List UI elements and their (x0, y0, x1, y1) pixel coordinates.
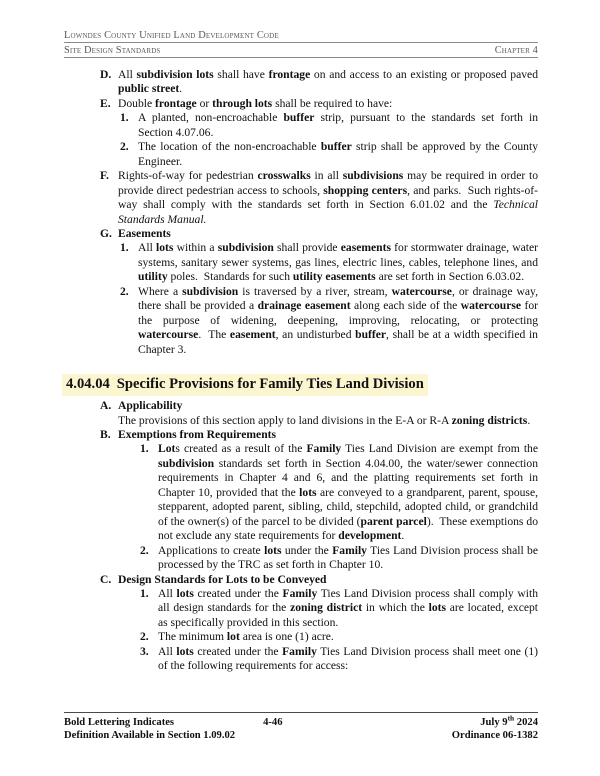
list-marker: 3. (140, 644, 149, 658)
section-heading-wrapper (64, 365, 538, 399)
footer-bold-note-line2: Definition Available in Section 1.09.02 (64, 730, 236, 742)
list-text: All lots created under the Family Ties Land Division process shall meet one (1) of the following requirements for access: (158, 644, 538, 673)
list-text: Design Standards for Lots to be Conveyed (118, 572, 327, 586)
list-marker: G. (100, 226, 112, 240)
section-title: Specific Provisions for Family Ties Land Division (116, 376, 424, 393)
list-marker: C. (100, 572, 112, 586)
list-item (140, 630, 538, 644)
list-item (140, 645, 538, 674)
list-text: Applicability (118, 399, 183, 413)
list-text: A planted, non-encroachable buffer strip, pursuant to the standards set forth in Section 4.07.06. (138, 111, 538, 139)
footer-date-suffix: th (507, 713, 515, 723)
list-marker: 1. (140, 586, 149, 600)
footer-date-text: July 9 (480, 717, 508, 728)
list-text: The location of the non-encroachable buffer strip shall be approved by the County Engineer. (138, 140, 538, 168)
footer-date (358, 713, 538, 729)
list-marker: 1. (120, 241, 129, 255)
list-marker: 1. (120, 111, 129, 125)
list-text: Applications to create lots under the Family Ties Land Division process shall be processed by the TRC as set forth in Chapter 10. (158, 543, 538, 572)
footer-page-number: 4-46 (263, 717, 283, 728)
list-text: All subdivision lots shall have frontage on and access to an existing or proposed paved public street. (118, 68, 538, 96)
list-marker: 2. (140, 630, 149, 644)
header-chapter-label: Chapter 4 (494, 45, 538, 56)
list-text: Rights-of-way for pedestrian crosswalks in all subdivisions may be required in order to provide direct pedestrian access to schools, shopping centers, and parks. Such rights-of-way shall comply with the standards set forth in Section 6.01.02 and the Technical Standards Manual. (118, 169, 538, 226)
list-marker: D. (100, 68, 112, 81)
list-item (100, 169, 538, 227)
header-chapter-row (64, 43, 538, 58)
list-marker: 2. (140, 543, 149, 557)
list-item (140, 544, 538, 573)
list-item (100, 97, 538, 111)
list-item (100, 573, 538, 587)
list-text: Easements (118, 226, 171, 240)
list-marker: 1. (140, 442, 149, 456)
list-marker: F. (100, 169, 109, 183)
list-text: Lots created as a result of the Family Ties Land Division are exempt from the subdivision standards set forth in Section 4.04.00, the water/sewer connection requirements in Chapter 4 and 6, and the platting requirements set forth in Chapter 10, provided that the lots are conveyed to a grandparent, parent, spouse, stepparent, adopted parent, sibling, child, stepchild, adopted child, or grandchild of the owner(s) of the parcel to be divided (parent parcel). These exemptions do not exclude any state requirements for development. (158, 442, 538, 543)
paragraph-applicability: The provisions of this section apply to land divisions in the E-A or R-A zoning districts. (118, 413, 531, 427)
list-item (120, 241, 538, 284)
page-footer (64, 712, 538, 742)
list-item (100, 68, 538, 97)
footer-row-2 (64, 729, 538, 742)
list-text: The minimum lot area is one (1) acre. (158, 630, 334, 644)
list-item (100, 428, 538, 442)
list-text: All lots created under the Family Ties Land Division process shall comply with all design standards for the zoning district in which the lots are located, except as specifically provided in this section. (158, 586, 538, 629)
list-item (120, 285, 538, 357)
list-marker: 2. (120, 284, 129, 298)
header-section-title: Site Design Standards (64, 45, 161, 56)
list-text: Exemptions from Requirements (118, 427, 277, 441)
footer-bold-note-line1: Bold Lettering Indicates (64, 717, 175, 728)
list-item (120, 140, 538, 169)
running-header (64, 30, 538, 58)
footer-row-1 (64, 713, 538, 729)
header-code-title: Lowndes County Unified Land Development Code (64, 30, 538, 43)
list-item (140, 442, 538, 543)
list-marker: 2. (120, 140, 129, 154)
list-marker: B. (100, 427, 111, 441)
list-text: All lots within a subdivision shall provide easements for stormwater drainage, water systems, sanitary sewer systems, gas lines, electric lines, cables, telephone lines, and utility poles. Standards for such utility easements are set forth in Section 6.03.02. (138, 241, 538, 284)
list-text: Double frontage or through lots shall be required to have: (118, 96, 393, 110)
list-item (100, 399, 538, 413)
list-item (120, 111, 538, 140)
list-item (140, 587, 538, 630)
section-number: 4.04.04 (66, 376, 110, 393)
footer-spacer (263, 729, 358, 742)
list-item (100, 227, 538, 241)
document-body (64, 68, 538, 674)
list-text: Where a subdivision is traversed by a river, stream, watercourse, or drainage way, there shall be provided a drainage easement along each side of the watercourse for the purpose of widening, deepening, improving, relocating, or protecting watercourse. The easement, an undisturbed buffer, shall be at a width specified in Chapter 3. (138, 284, 539, 356)
section-heading (62, 374, 428, 396)
list-marker: A. (100, 399, 112, 413)
list-marker: E. (100, 96, 111, 110)
footer-date-year: 2024 (514, 717, 538, 728)
footer-ordinance: Ordinance 06-1382 (451, 730, 538, 742)
